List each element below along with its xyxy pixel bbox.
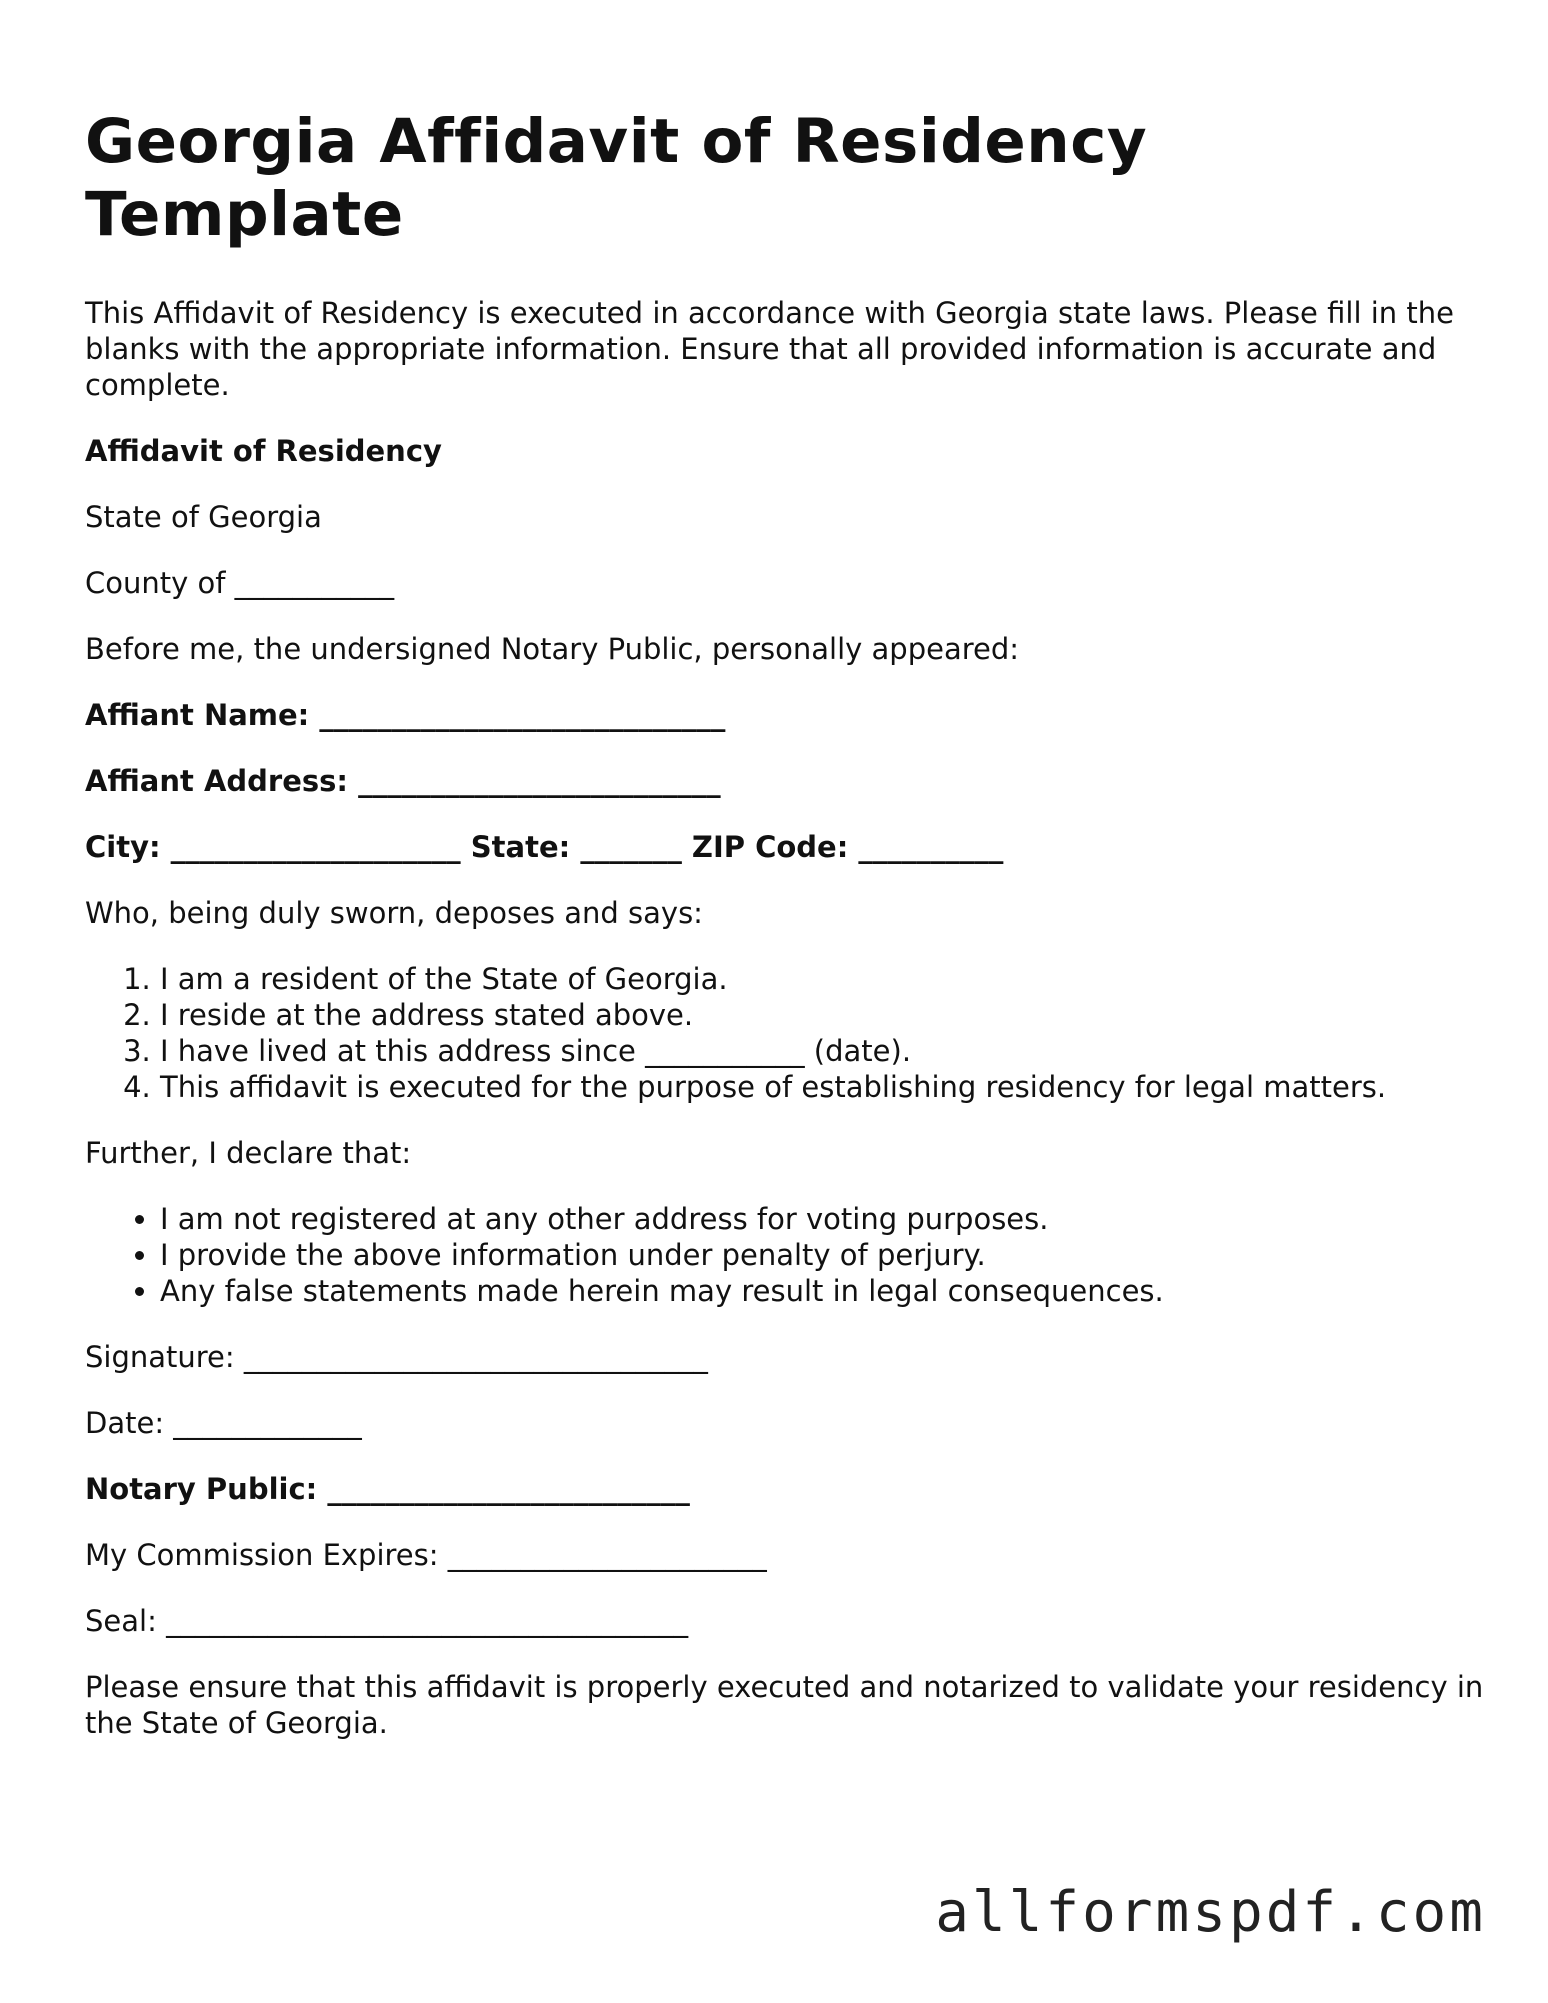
list-item: 4. This affidavit is executed for the purpose of establishing residency for legal matters. — [160, 1069, 1485, 1105]
document-page — [85, 105, 1485, 1771]
list-item: 2. I reside at the address stated above. — [160, 997, 1485, 1033]
document-title: Georgia Affidavit of Residency Template — [85, 106, 1148, 251]
intro-paragraph: This Affidavit of Residency is executed in accordance with Georgia state laws. Please fill in the blanks with the appropriate information. Ensure that all provided information is accurate and complete. — [85, 296, 1454, 403]
state-line: State of Georgia — [85, 500, 322, 535]
list-item: • I am not registered at any other address for voting purposes. — [160, 1201, 1485, 1237]
list-item: • Any false statements made herein may result in legal consequences. — [160, 1273, 1485, 1309]
statements-list — [85, 961, 1485, 1105]
affidavit-heading: Affidavit of Residency — [85, 434, 442, 469]
further-declare-line: Further, I declare that: — [85, 1136, 412, 1171]
city-state-zip-field: City: ____________________ State: _______ ZIP Code: __________ — [85, 830, 1004, 865]
list-item: 1. I am a resident of the State of Georgia. — [160, 961, 1485, 997]
declarations-list — [85, 1201, 1485, 1309]
list-item: • I provide the above information under penalty of perjury. — [160, 1237, 1485, 1273]
notary-appearance-line: Before me, the undersigned Notary Public, personally appeared: — [85, 632, 1020, 667]
affiant-name-field: Affiant Name: ____________________________ — [85, 698, 726, 733]
signature-field: Signature: ________________________________ — [85, 1340, 708, 1375]
sworn-line: Who, being duly sworn, deposes and says: — [85, 896, 703, 931]
notary-public-field: Notary Public: _________________________ — [85, 1472, 690, 1507]
closing-paragraph: Please ensure that this affidavit is properly executed and notarized to validate your residency in the State of Georgia. — [85, 1670, 1484, 1741]
date-field: Date: _____________ — [85, 1406, 362, 1441]
list-item: 3. I have lived at this address since ___________ (date). — [160, 1033, 1485, 1069]
affiant-address-field: Affiant Address: _________________________ — [85, 764, 721, 799]
commission-expires-field: My Commission Expires: ______________________ — [85, 1538, 767, 1573]
seal-field: Seal: ____________________________________ — [85, 1604, 689, 1639]
watermark-text: allformspdf.com — [935, 1880, 1486, 1945]
county-line: County of ___________ — [85, 566, 395, 601]
